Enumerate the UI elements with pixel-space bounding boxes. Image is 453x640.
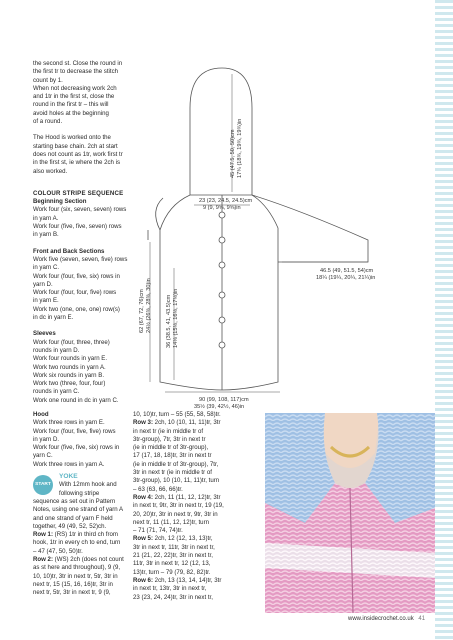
text-line: Work one round in dc in yarn C. <box>33 396 119 404</box>
row-2-label: Row 2: <box>33 556 53 564</box>
text-line: in the first st, ie where the 2ch is <box>33 159 121 167</box>
text-line: Work two (one, one, one) row(s) <box>33 305 120 313</box>
text-line: hook, 1tr in every ch to end, turn <box>33 539 121 547</box>
row-3-line <box>133 419 261 427</box>
button-5 <box>219 317 225 323</box>
text-line: Work six rounds in yarn B. <box>33 371 105 379</box>
beginning-section-heading: Beginning Section <box>33 198 87 206</box>
text-fragment: 2ch, 13 (13, 14, 14)tr, 3tr <box>152 576 222 584</box>
text-line: rounds in yarn C. <box>33 388 80 396</box>
text-line: yarn C. <box>33 452 53 460</box>
page-footer <box>348 616 425 622</box>
start-badge: START <box>33 475 53 495</box>
button-3 <box>219 262 225 268</box>
front-back-heading: Front and Back Sections <box>33 247 105 255</box>
row-1-label: Row 1: <box>33 531 53 539</box>
sleeve-length-inches-label: 18¼ (19¼, 20¼, 21¼)in <box>316 275 376 281</box>
row-2-line <box>33 556 128 564</box>
text-line: the second st. Close the round in <box>33 60 123 67</box>
text-line: round in the first tr – this will <box>33 101 109 109</box>
text-line: 13)tr, turn – 79 (79, 82, 82)tr. <box>133 568 211 576</box>
text-fragment: (RS) 1tr in third ch from <box>52 531 118 539</box>
text-line: Work two (three, four, four) <box>33 380 106 388</box>
hood-note-paragraph <box>33 134 128 175</box>
text-fragment: 2ch, 11 (11, 12, 12)tr, 3tr <box>152 493 221 501</box>
body-length-label: 62 (67, 72, 76)cm <box>139 289 145 333</box>
text-fragment: 2ch, 12 (12, 13, 13)tr, <box>152 535 213 543</box>
text-line: the first tr to decrease the stitch <box>33 68 119 76</box>
text-line: – 71 (71, 74, 74)tr. <box>133 527 183 535</box>
text-line: 20, 20)tr, 3tr in next tr, 9tr, 3tr in <box>133 510 218 518</box>
right-sleeve-outline <box>252 195 368 262</box>
body-length-inches-label: 24½ (26⅜, 28⅜, 30)in <box>146 278 152 333</box>
text-line: When not decreasing work 2ch <box>33 84 117 92</box>
text-line: 3tr in next tr, 11tr, 3tr in next tr, <box>133 543 215 551</box>
text-line: in next tr, 9tr, 3tr in next tr, 19 (19, <box>133 502 224 510</box>
text-line: 3tr in next tr (ie in middle tr of <box>133 469 212 477</box>
row-5-label: Row 5: <box>133 535 153 543</box>
text-line: With 12mm hook and <box>59 481 117 489</box>
text-line: 23 (23, 24, 24)tr, 3tr in next tr, <box>133 593 213 601</box>
text-line: Work five (seven, seven, five) rows <box>33 255 128 263</box>
text-line: 3tr-group), 7tr, 3tr in next tr <box>133 435 206 443</box>
row-5-line <box>133 535 261 543</box>
hood-height-label: 45 (47.5, 50, 50)cm <box>230 129 236 178</box>
text-line: Work four (four, five, six) rows in <box>33 272 120 280</box>
website-url[interactable]: www.insidecrochet.co.uk <box>348 616 414 622</box>
text-line: in yarn E. <box>33 297 59 305</box>
text-line: following stripe <box>59 489 100 497</box>
text-line: (ie in middle tr of 3tr-group), 7tr, <box>133 460 219 468</box>
text-line: – 47 (47, 50, 50)tr. <box>33 547 83 555</box>
text-line: count by 1. <box>33 76 63 84</box>
hood-yoke-column <box>33 411 128 598</box>
row-6-label: Row 6: <box>133 576 153 584</box>
front-length-inches-label: 14⅛ (15⅛, 16⅛, 17⅛)in <box>173 288 179 348</box>
intro-paragraph <box>33 60 128 126</box>
button-6 <box>219 342 225 348</box>
hem-width-label: 90 (99, 108, 117)cm <box>199 397 249 403</box>
row-4-label: Row 4: <box>133 493 153 501</box>
hood-height-inches-label: 17¾ (18¾, 19¾, 19¾)in <box>237 118 243 178</box>
sleeve-length-label: 46.5 (49, 51.5, 54)cm <box>320 268 374 274</box>
text-line: avoid holes at the beginning <box>33 109 109 117</box>
middle-text-column <box>133 411 261 602</box>
text-line: next tr, 11 (11, 12, 12)tr, turn <box>133 518 209 526</box>
text-line: Work four (five, five, six) rows in <box>33 444 120 452</box>
text-line: together, 49 (49, 52, 52)ch. <box>33 522 107 530</box>
garment-schematic <box>128 55 438 410</box>
text-line: (ie in middle tr of 3tr-group), <box>133 444 209 452</box>
text-line: next tr, 15 (15, 16, 16)tr, 3tr in <box>33 580 113 588</box>
text-line: 21 (21, 22, 22)tr, 3tr in next tr, <box>133 552 213 560</box>
yoke-heading: YOKE <box>59 473 78 481</box>
text-line: in yarn B. <box>33 231 59 239</box>
text-line: Work four (four, five, five) rows <box>33 427 116 435</box>
text-line: – 63 (63, 66, 66)tr. <box>133 485 183 493</box>
button-4 <box>219 292 225 298</box>
text-line: Work four (six, seven, seven) rows <box>33 206 127 214</box>
text-line: and 1tr in the first st, close the <box>33 93 115 101</box>
text-line: Work three rows in yarn E. <box>33 419 105 427</box>
text-line: in yarn D. <box>33 435 60 443</box>
neck-width-label: 23 (23, 24.5, 24.5)cm <box>199 198 253 204</box>
button-2 <box>219 237 225 243</box>
text-line: Work four (five, five, seven) rows <box>33 223 122 231</box>
text-line: Work four (four, three, three) <box>33 338 110 346</box>
front-length-label: 36 (38.5, 41, 43.5)cm <box>166 294 172 348</box>
hood-heading: Hood <box>33 411 49 418</box>
text-line: in yarn A. <box>33 214 59 222</box>
stripe-sequence-heading: COLOUR STRIPE SEQUENCE <box>33 189 124 197</box>
text-line: 10, 10)tr, turn – 55 (55, 58, 58)tr. <box>133 411 221 418</box>
row-3-label: Row 3: <box>133 419 153 427</box>
text-line: sequence as set out in Pattern <box>33 497 116 505</box>
text-line: rounds in yarn D. <box>33 346 80 354</box>
text-line: of a round. <box>33 118 63 126</box>
text-line: Work four rounds in yarn E. <box>33 355 108 363</box>
text-line: The Hood is worked onto the <box>33 134 111 142</box>
text-line: starting base chain. 2ch at start <box>33 142 118 150</box>
hem-width-inches-label: 35½ (39, 42½, 46)in <box>194 404 245 410</box>
button-1 <box>219 212 225 218</box>
text-line: in next tr, 13tr, 3tr in next tr, <box>133 585 207 593</box>
row-4-line <box>133 494 261 502</box>
text-line: Work three rows in yarn A. <box>33 460 105 468</box>
text-fragment: (WS) 2ch (does not count <box>52 556 124 564</box>
text-line: also worked. <box>33 167 68 175</box>
body-right-outline <box>222 195 278 390</box>
row-6-line <box>133 577 261 585</box>
text-line: yarn D. <box>33 280 53 288</box>
cardigan-photo <box>265 413 435 613</box>
neck-width-inches-label: 9 (9, 9⅝, 9⅝)in <box>203 205 241 211</box>
text-line: Notes, using one strand of yarn A <box>33 506 124 514</box>
text-line: does not count as 1tr, work first tr <box>33 150 123 158</box>
body-left-outline <box>160 195 222 390</box>
text-line: 17 (17, 18, 18)tr, 3tr in next tr <box>133 452 212 460</box>
page-number: 41 <box>418 616 426 622</box>
text-line: Work two rounds in yarn A. <box>33 363 106 371</box>
text-line: 10, 10)tr, 3tr in next tr, 5tr, 3tr in <box>33 572 118 580</box>
sleeves-heading: Sleeves <box>33 330 56 338</box>
text-line: 11tr, 3tr in next tr, 12 (12, 13, <box>133 560 211 568</box>
text-line: 3tr-group), 10 (10, 11, 11)tr, turn <box>133 477 220 485</box>
row-1-line <box>33 531 128 539</box>
text-line: in yarn C. <box>33 264 60 272</box>
text-line: in dc in yarn E. <box>33 314 74 322</box>
text-line: as st here and throughout), 9 (9, <box>33 564 121 572</box>
left-text-column <box>33 60 128 405</box>
text-fragment: 2ch, 10 (10, 11, 11)tr, 3tr <box>152 419 221 427</box>
text-line: next tr, 5tr, 3tr in next tr, 9 (9, <box>33 589 111 597</box>
text-line: Work four (four, four, five) rows <box>33 289 117 297</box>
text-line: in next tr (ie in middle tr of <box>133 427 204 435</box>
text-line: and one strand of yarn F held <box>33 514 113 522</box>
